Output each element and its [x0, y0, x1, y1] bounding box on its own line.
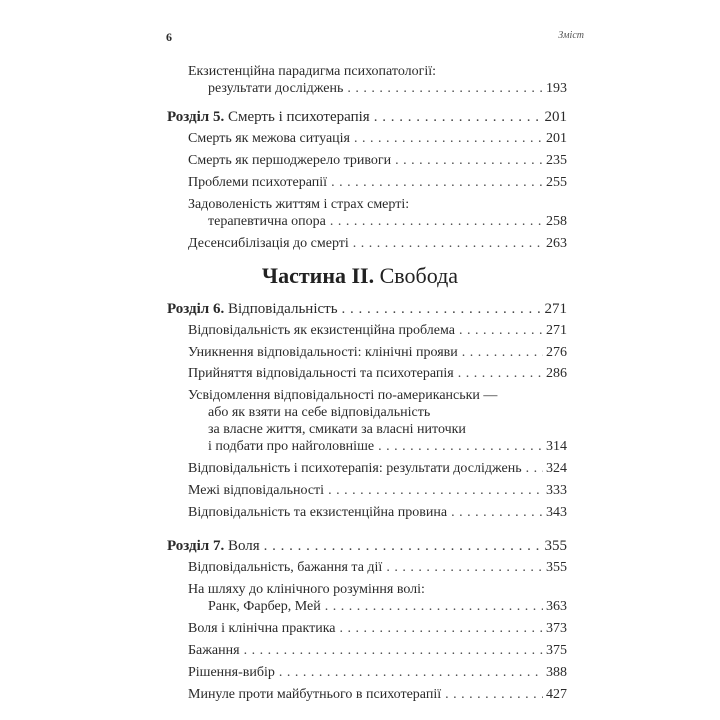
- part-label: Частина II.: [261, 263, 375, 288]
- toc-entry-title: Смерть як першоджерело тривоги: [188, 153, 392, 168]
- toc-entry-title: Проблеми психотерапії: [188, 175, 328, 190]
- toc-entry[interactable]: [208, 598, 567, 616]
- toc-entry[interactable]: [188, 344, 567, 362]
- toc-page-number: 235: [546, 153, 567, 168]
- toc-entry[interactable]: [188, 235, 567, 253]
- toc-entry-title: і подбати про найголовніше: [208, 439, 375, 454]
- page-number: 6: [166, 30, 172, 44]
- toc-entry[interactable]: [208, 438, 567, 456]
- toc-entry-line: Задоволеність життям і страх смерті:: [188, 197, 410, 212]
- toc-page-number: 286: [546, 366, 567, 381]
- toc-page-number: 258: [546, 214, 567, 229]
- toc-entry[interactable]: [188, 365, 567, 383]
- chapter-label: Розділ 5.: [167, 109, 225, 125]
- toc-entry[interactable]: [188, 642, 567, 660]
- leader-dots: [354, 130, 543, 148]
- toc-page-number: 193: [546, 81, 567, 96]
- toc-entry[interactable]: [188, 686, 567, 704]
- leader-dots: [458, 365, 543, 383]
- toc-entry[interactable]: [208, 80, 567, 98]
- leader-dots: [451, 504, 543, 522]
- leader-dots: [459, 322, 543, 340]
- toc-entry-title: Бажання: [188, 643, 240, 658]
- part-heading: [0, 262, 720, 290]
- toc-entry-line: або як взяти на себе відповідальність: [208, 405, 431, 420]
- leader-dots: [325, 598, 543, 616]
- leader-dots: [244, 642, 543, 660]
- toc-entry[interactable]: [188, 460, 567, 478]
- toc-page-number: 271: [544, 301, 567, 317]
- toc-page-number: 388: [546, 665, 567, 680]
- toc-page-number: 324: [546, 461, 567, 476]
- toc-entry[interactable]: [188, 152, 567, 170]
- leader-dots: [445, 686, 543, 704]
- toc-page-number: 263: [546, 236, 567, 251]
- running-head: Зміст: [558, 30, 584, 41]
- toc-entry[interactable]: [208, 213, 567, 231]
- toc-entry[interactable]: [188, 174, 567, 192]
- toc-entry[interactable]: [188, 504, 567, 522]
- toc-entry-title: Відповідальність, бажання та дії: [188, 560, 383, 575]
- toc-chapter-7[interactable]: [167, 537, 567, 555]
- toc-entry-title: Відповідальність як екзистенційна проблема: [188, 323, 455, 338]
- toc-entry-title: Прийняття відповідальності та психотерапія: [188, 366, 454, 381]
- toc-page-number: 363: [546, 599, 567, 614]
- toc-page-number: 276: [546, 345, 567, 360]
- toc-entry[interactable]: [188, 322, 567, 340]
- leader-dots: [386, 559, 543, 577]
- toc-page-number: 333: [546, 483, 567, 498]
- toc-entry-line: На шляху до клінічного розуміння волі:: [188, 582, 425, 597]
- toc-page-number: 314: [546, 439, 567, 454]
- leader-dots: [374, 108, 542, 126]
- toc-entry-title: Відповідальність та екзистенційна провина: [188, 505, 448, 520]
- leader-dots: [353, 235, 543, 253]
- toc-page-number: 375: [546, 643, 567, 658]
- toc-entry[interactable]: [188, 130, 567, 148]
- toc-entry-title: Десенсибілізація до смерті: [188, 236, 349, 251]
- toc-entry-title: Ранк, Фарбер, Мей: [208, 599, 321, 614]
- leader-dots: [378, 438, 543, 456]
- leader-dots: [526, 460, 543, 478]
- toc-entry-title: Минуле проти майбутнього в психотерапії: [188, 687, 442, 702]
- part-title: Свобода: [379, 263, 459, 288]
- toc-page-number: 355: [544, 538, 567, 554]
- toc-entry[interactable]: [188, 482, 567, 500]
- toc-entry[interactable]: [188, 620, 567, 638]
- toc-entry-title: Воля і клінічна практика: [188, 621, 336, 636]
- toc-entry-title: Уникнення відповідальності: клінічні прояви: [188, 345, 458, 360]
- chapter-label: Розділ 7.: [167, 538, 225, 554]
- toc-entry-title: терапевтична опора: [208, 214, 326, 229]
- chapter-title: Відповідальність: [227, 301, 338, 317]
- toc-page-number: 201: [546, 131, 567, 146]
- leader-dots: [331, 174, 543, 192]
- chapter-title: Воля: [227, 538, 260, 554]
- leader-dots: [264, 537, 542, 555]
- toc-page-number: 343: [546, 505, 567, 520]
- leader-dots: [328, 482, 543, 500]
- leader-dots: [330, 213, 543, 231]
- leader-dots: [462, 344, 543, 362]
- toc-chapter-5[interactable]: [167, 108, 567, 126]
- toc-page-number: 427: [546, 687, 567, 702]
- toc-entry-title: Межі відповідальності: [188, 483, 325, 498]
- leader-dots: [279, 664, 543, 682]
- leader-dots: [342, 300, 542, 318]
- toc-page-number: 255: [546, 175, 567, 190]
- chapter-label: Розділ 6.: [167, 301, 225, 317]
- leader-dots: [347, 80, 543, 98]
- leader-dots: [395, 152, 543, 170]
- toc-page-number: 373: [546, 621, 567, 636]
- toc-entry-title: Рішення-вибір: [188, 665, 275, 680]
- toc-entry-line: за власне життя, смикати за власні ниточки: [208, 422, 466, 437]
- toc-entry-title: Відповідальність і психотерапія: результати досліджень: [188, 461, 522, 476]
- toc-page-number: 201: [544, 109, 567, 125]
- toc-entry[interactable]: [188, 559, 567, 577]
- toc-entry-title: Смерть як межова ситуація: [188, 131, 350, 146]
- leader-dots: [340, 620, 543, 638]
- toc-entry-line: Усвідомлення відповідальності по-американськи —: [188, 388, 498, 403]
- toc-entry-title: результати досліджень: [208, 81, 344, 96]
- chapter-title: Смерть і психотерапія: [227, 109, 370, 125]
- toc-chapter-6[interactable]: [167, 300, 567, 318]
- toc-page-number: 355: [546, 560, 567, 575]
- toc-page-number: 271: [546, 323, 567, 338]
- toc-entry-line: Екзистенційна парадигма психопатології:: [188, 64, 437, 79]
- toc-entry[interactable]: [188, 664, 567, 682]
